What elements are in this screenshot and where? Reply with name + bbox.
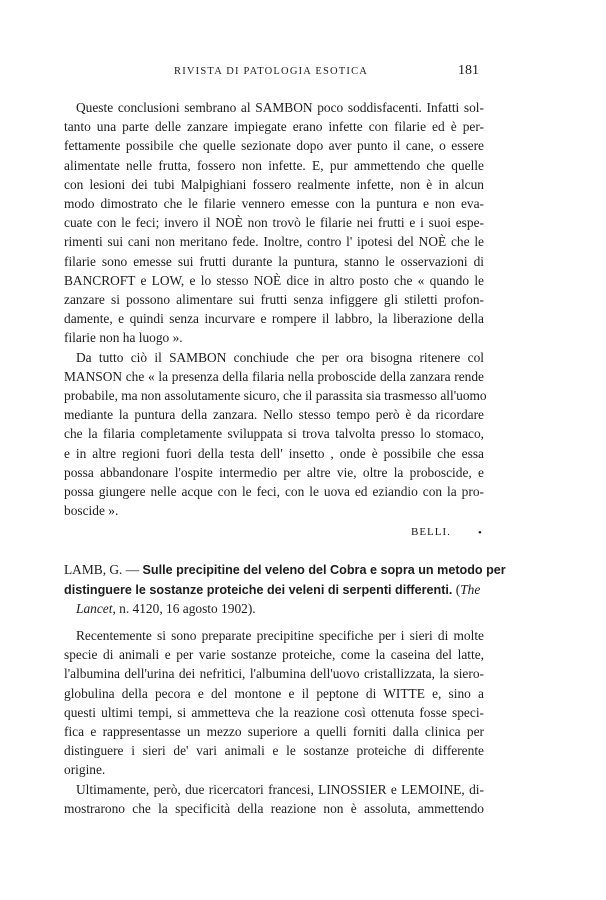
text-line: cuate con le feci; invero il NOÈ non trovò le filarie nei frutti e i suoi espe- [64, 215, 484, 231]
text-line: specie di animali e per varie sostanze proteiche, come la caseina del latte, [64, 647, 484, 663]
review-heading-line [64, 580, 484, 599]
text-line: rimenti sui cani non meritano fede. Inoltre, contro l' ipotesi del NOÈ che le [64, 234, 484, 250]
running-title: RIVISTA DI PATOLOGIA ESOTICA [174, 66, 369, 77]
text-line: alimentate nelle frutta, fossero non infette. E, pur ammettendo che quelle [64, 157, 484, 173]
review-heading-line [64, 560, 506, 579]
journal-name: The [460, 581, 481, 597]
text-line: Da tutto ciò il SAMBON conchiude che per ora bisogna ritenere col [76, 349, 484, 365]
text-line: mediante la puntura della zanzara. Nello stesso tempo però è da ricordare [64, 407, 484, 423]
text-line: probabile, ma non assolutamente sicuro, che il parassita sia trasmesso all'uomo [64, 388, 487, 403]
text-line: l'albumina dell'urina dei nefritici, l'albumina dell'uovo cristallizzata, la siero- [64, 666, 484, 682]
citation-details: , n. 4120, 16 agosto 1902). [112, 600, 256, 616]
text-line: filarie non ha luogo ». [64, 330, 183, 346]
text-line: Ultimamente, però, due ricercatori francesi, LINOSSIER e LEMOINE, di- [76, 781, 484, 797]
page-number: 181 [458, 63, 479, 78]
text-line: e in altre regioni fuori della testa dell' insetto , onde è possibile che essa [64, 445, 484, 461]
text-line: globulina della pecora e del montone e il peptone di WITTE e, sino a [64, 685, 484, 701]
signature-mark: • [478, 527, 482, 540]
review-title-cont: distinguere le sostanze proteiche dei veleni di serpenti differenti. [64, 582, 453, 597]
review-author: LAMB, G. — [64, 562, 140, 578]
author-signature: BELLI. [411, 526, 451, 539]
text-line: tanto una parte delle zanzare impiegate erano infette con filarie ed è per- [64, 119, 484, 135]
text-line: modo dimostrato che le filarie vennero emesse con la puntura e non eva- [64, 196, 484, 211]
text-line: possa giungere nelle acque con le feci, con le uova ed eziandio con la pro- [64, 484, 484, 499]
text-line: damente, e quindi senza incurvare e rompere il labbro, la liberazione della [64, 311, 484, 327]
review-title: Sulle precipitine del veleno del Cobra e sopra un metodo per [142, 563, 506, 578]
text-line: fica e rappresentasse un mezzo superiore a quelli forniti dalla clinica per [64, 724, 484, 739]
text-line: possa abbandonare l'ospite intermedio per altre vie, oltre la proboscide, e [64, 464, 484, 480]
text-line: Queste conclusioni sembrano al SAMBON poco soddisfacenti. Infatti sol- [76, 100, 484, 115]
text-line: fettamente possibile che quelle sezionate dopo aver punto il cane, o essere [64, 138, 484, 154]
text-line: con lesioni dei tubi Malpighiani fossero realmente infette, non è in alcun [64, 176, 484, 192]
text-line: zanzare si possono alimentare sui frutti senza infiggere gli stiletti profon- [64, 292, 484, 307]
journal-name: Lancet [76, 600, 113, 616]
text-line: MANSON che « la presenza della filaria nella proboscide della zanzara rende [64, 368, 484, 384]
text-line: filarie sono emesse sui frutti durante la puntura, stanno le osservazioni di [64, 253, 484, 269]
text-line: questi ultimi tempi, si ammetteva che la reazione così ottenuta fosse speci- [64, 704, 484, 720]
text-line: distinguere i sieri de' vari animali e le sostanze proteiche di differente [64, 743, 484, 759]
text-line: Recentemente si sono preparate precipitine specifiche per i sieri di molte [76, 628, 484, 643]
text-line: boscide ». [64, 503, 119, 519]
citation-open: ( [455, 581, 461, 597]
text-line: mostrarono che la specificità della reazione non è assoluta, ammettendo [64, 800, 484, 816]
review-citation-line [76, 599, 484, 618]
text-line: che la filaria completamente sviluppata si trova talvolta presso lo stomaco, [64, 426, 484, 442]
text-line: origine. [64, 762, 106, 778]
text-line: BANCROFT e LOW, e lo stesso NOÈ dice in altro posto che « quando le [64, 272, 484, 288]
